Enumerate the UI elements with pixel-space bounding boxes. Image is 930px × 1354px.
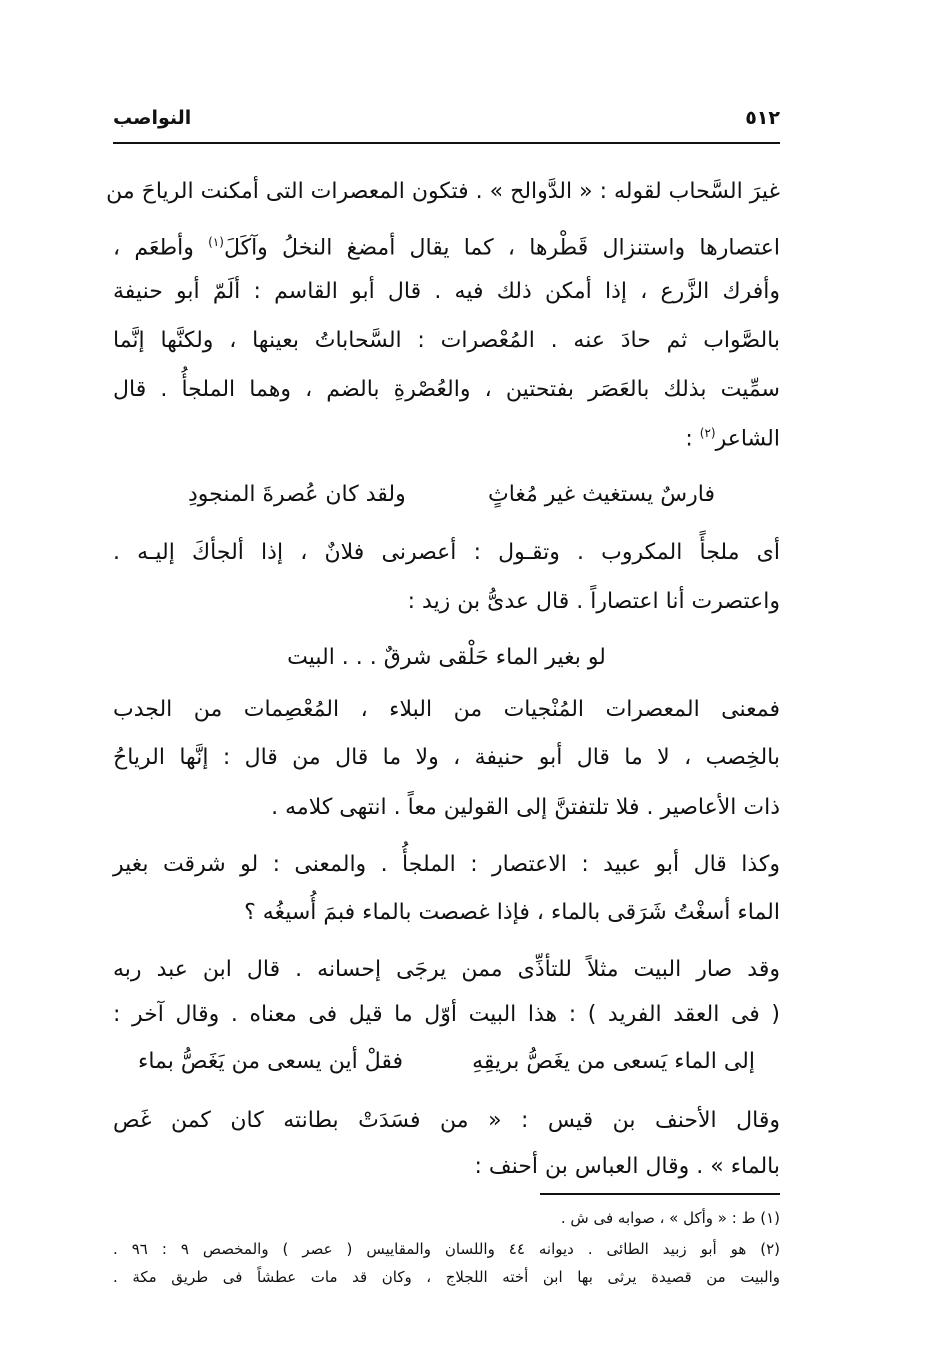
verse-hemistich-left: فقلْ أين يسعى من يَغَصُّ بماء [138,1049,404,1074]
body-line: الماء أسغْتُ شَرَقى بالماء ، فإذا غصصت بالماء فبمَ أُسيغُه ؟ [244,900,780,925]
body-line: بالصَّواب ثم حادَ عنه . المُعْصرات : السَّحاباتُ بعينها ، ولكنَّها إنَّما [113,328,780,353]
body-line: أى ملجأً المكروب . وتقـول : أعصرنى فلانٌ ، إذا ألجأكَ إليـه . [113,540,780,565]
footnote-ref: (٢) [699,426,716,440]
footnote: (٢) هو أبو زبيد الطائى . ديوانه ٤٤ واللسان والمقاييس ( عصر ) والمخصص ٩ : ٩٦ . [113,1240,780,1258]
running-title: النواصب [113,107,192,129]
body-line-text: الشاعر [715,426,780,452]
verse-hemistich-right: فارسٌ يستغيث غير مُغاثٍ [487,482,715,507]
body-line-text: اعتصارها واستنزال قَطْرها ، كما يقال أمضغ النخلُ وآكَلَ [223,235,780,261]
footnote-ref: (١) [208,235,224,249]
body-line-tail: وأطعَم ، [113,235,194,261]
body-line: غيرَ السَّحاب لقوله : « الدَّوالح » . فتكون المعصرات التى أمكنت الرياحَ من [106,179,780,204]
body-line: سمِّيت بذلك بالعَصَر بفتحتين ، والعُصْرةِ بالضم ، وهما الملجأُ . قال [113,377,780,402]
verse-citation: لو بغير الماء حَلْقى شرقٌ . . . البيت [287,645,606,670]
body-line: فمعنى المعصرات المُنْجيات من البلاء ، المُعْصِمات من الجدب [113,697,780,722]
body-line: بالماء » . وقال العباس بن أحنف : [474,1154,780,1179]
verse-2 [113,1047,780,1077]
verse-1 [113,480,780,510]
body-line: وقد صار البيت مثلاً للتأذِّى ممن يرجَى إحسانه . قال ابن عبد ربه [113,957,780,982]
body-line: ( فى العقد الفريد ) : هذا البيت أوّل ما قيل فى معناه . وقال آخر : [113,1002,780,1027]
footnote: والبيت من قصيدة يرثى بها ابن أخته اللجلاج ، وكان قد مات عطشاً فى طريق مكة . [113,1268,780,1286]
body-line: وقال الأحنف بن قيس : « من فسَدَتْ بطانته كان كمن غَص [113,1108,780,1133]
body-line: وأفرك الزَّرع ، إذا أمكن ذلك فيه . قال أبو القاسم : ألَمّ أبو حنيفة [113,279,780,304]
body-line [113,418,780,454]
body-line: وكذا قال أبو عبيد : الاعتصار : الملجأُ . والمعنى : لو شرقت بغير [113,852,780,877]
body-line [113,227,780,263]
page-number: ٥١٢ [745,107,780,129]
page-header [113,100,780,136]
verse-hemistich-right: إلى الماء يَسعى من يغَصُّ بريقِهِ [472,1049,755,1074]
verse-hemistich-left: ولقد كان عُصرةَ المنجودِ [188,482,406,507]
body-line: واعتصرت أنا اعتصاراً . قال عدىُّ بن زيد : [407,589,780,614]
footnote-rule [540,1193,780,1195]
footnote: (١) ط : « وأكل » ، صوابه فى ش . [560,1209,780,1227]
body-line: بالخِصب ، لا ما قال أبو حنيفة ، ولا ما قال من قال : إنَّها الرياحُ [113,745,780,770]
body-line: ذات الأعاصير . فلا تلتفتنَّ إلى القولين معاً . انتهى كلامه . [271,795,780,820]
header-rule [113,142,780,144]
colon: : [685,426,693,452]
